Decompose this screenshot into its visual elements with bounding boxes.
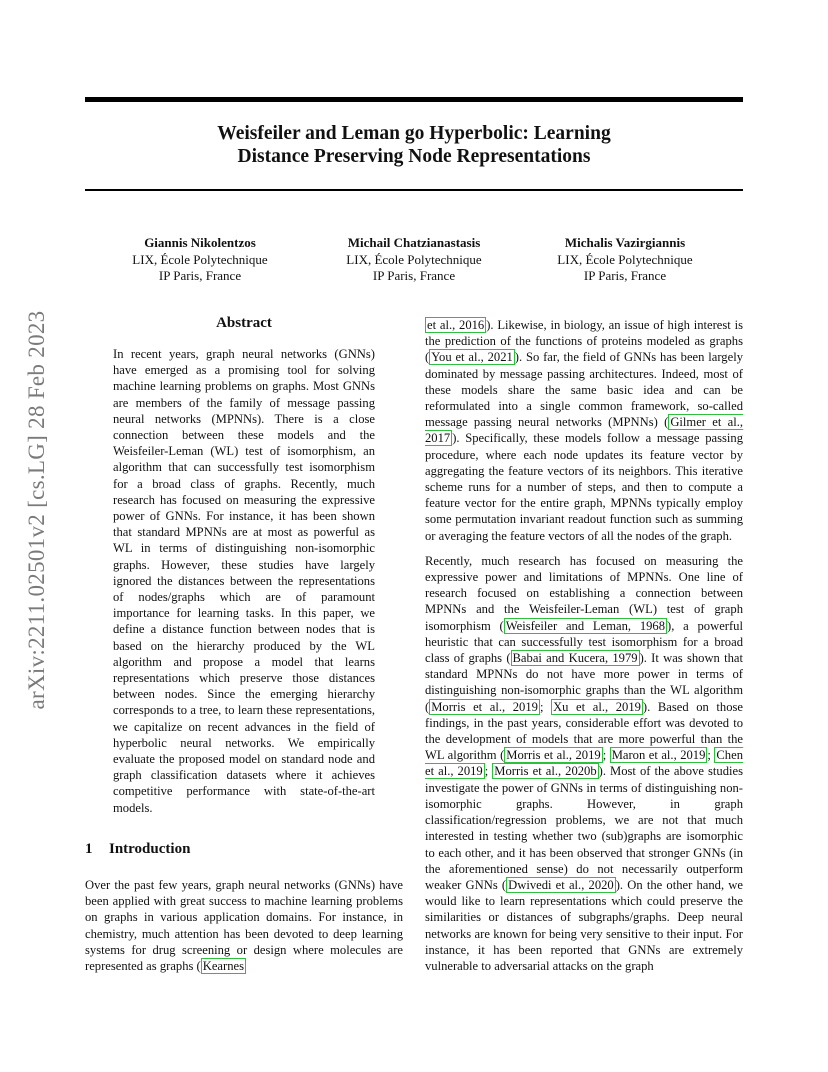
title-bottom-rule	[85, 189, 743, 191]
paragraph-text: ). Specifically, these models follow a message passing procedure, where each node updates its feature vector by aggregating the feature vectors of its neighbors. This iterative scheme runs for a number of steps, and then to compute a feature vector for the entire graph, MPNNs typically employ some permutation invariant readout function such as summing or averaging the feature vectors of all the nodes of the graph.	[425, 431, 743, 543]
citation-link[interactable]: Chen et al., 2019	[425, 748, 743, 779]
section-number: 1	[85, 841, 93, 857]
paragraph-text: ). Based on those findings, in the past years, considerable effort was devoted to the development of models that are more powerful than the WL algorithm (	[425, 699, 744, 763]
citation-separator: ;	[707, 748, 715, 763]
introduction-left-column	[85, 877, 403, 974]
citation-link[interactable]: Kearnes	[202, 959, 245, 974]
section-heading-introduction	[85, 841, 190, 858]
arxiv-stamp	[20, 290, 54, 730]
citation-separator: ;	[484, 764, 493, 779]
abstract-text: In recent years, graph neural networks (GNNs) have emerged as a promising tool for solving machine learning problems on graphs. Most GNNs are members of the family of message passing neural networks (MPNNs). There is a close connection between these models and the Weisfeiler-Leman (WL) test of isomorphism, an algorithm that can successfully test isomorphism for a broad class of graphs. Recently, much research has focused on measuring the expressive power of GNNs. For instance, it has been shown that standard MPNNs are at most as powerful as WL in terms of distinguishing non-isomorphic graphs. However, these studies have largely ignored the distances between the representations of nodes/graphs which are of paramount importance for learning tasks. In this paper, we define a distance function between nodes that is based on the hierarchy produced by the WL algorithm and propose a model that learns representations which preserve those distances between nodes. Since the emerging hierarchy corresponds to a tree, to learn these representations, we capitalize on recent advances in the field of hyperbolic neural networks. We empirically evaluate the proposed model on standard node and graph classification datasets where it achieves competitive performance with state-of-the-art models.	[113, 347, 375, 815]
citation-link[interactable]: Maron et al., 2019	[611, 748, 706, 763]
citation-link[interactable]: Morris et al., 2019	[431, 699, 538, 714]
citation-separator: ;	[602, 748, 610, 763]
author-name: Michalis Vazirgiannis	[564, 235, 686, 250]
citation-link[interactable]: Dwivedi et al., 2020	[508, 877, 614, 892]
author-affiliation: LIX, École Polytechnique	[557, 251, 693, 267]
citation-link[interactable]: Xu et al., 2019	[553, 699, 641, 714]
author-affiliation: LIX, École Polytechnique	[346, 251, 482, 267]
author-location: IP Paris, France	[372, 268, 456, 283]
author-2	[304, 235, 524, 285]
abstract-body	[113, 346, 375, 816]
intro-paragraph-2	[425, 553, 743, 974]
title-line-2: Distance Preserving Node Representations	[237, 146, 591, 167]
paragraph-text: Recently, much research has focused on measuring the expressive power and limitations of MPNNs. One line of research focused on establishing a connection between MPNNs and the Weisfeiler-Leman (WL) test of graph isomorphism (	[425, 553, 743, 633]
citation-link[interactable]: Gilmer et al., 2017	[425, 415, 743, 446]
title-line-1: Weisfeiler and Leman go Hyperbolic: Learning	[217, 123, 611, 144]
citation-link[interactable]: Babai and Kucera, 1979	[512, 651, 638, 666]
author-name: Michail Chatzianastasis	[347, 235, 481, 250]
paper-title	[85, 122, 743, 168]
intro-text: Over the past few years, graph neural networks (GNNs) have been applied with great success to machine learning problems on graphs in various application domains. For instance, in chemistry, much attention has been devoted to deep learning systems for drug screening or design where molecules are represented as graphs (	[85, 878, 403, 974]
citation-link[interactable]: Morris et al., 2019	[506, 748, 601, 763]
introduction-right-column	[425, 317, 743, 974]
arxiv-stamp-text: arXiv:2211.02501v2 [cs.LG] 28 Feb 2023	[24, 310, 49, 710]
citation-link[interactable]: Weisfeiler and Leman, 1968	[505, 618, 666, 633]
intro-paragraph	[85, 877, 403, 974]
author-1	[90, 235, 310, 285]
citation-link[interactable]: et al., 2016	[427, 318, 485, 332]
paragraph-text: ), a powerful heuristic that can successfully test isomorphism for a broad class of graphs (	[425, 618, 743, 666]
author-name: Giannis Nikolentzos	[144, 235, 256, 250]
paragraph-text: ). Likewise, in biology, an issue of high interest is the prediction of the functions of proteins modeled as graphs (	[425, 318, 743, 365]
paragraph-text: ). Most of the above studies investigate the power of GNNs in terms of distinguishing non-isomorphic graphs. However, in graph classification/regression problems, we are not that much interested in testing whether two (sub)graphs are isomorphic to each other, and it has been observed that stronger GNNs (in the aforementioned sense) do not necessarily outperform weaker GNNs (	[425, 764, 743, 892]
author-3	[515, 235, 735, 285]
top-rule	[85, 97, 743, 102]
citation-link[interactable]: You et al., 2021	[431, 350, 513, 365]
abstract-heading: Abstract	[216, 315, 272, 331]
intro-paragraph-continued	[425, 317, 743, 544]
author-affiliation: LIX, École Polytechnique	[132, 251, 268, 267]
author-location: IP Paris, France	[158, 268, 242, 283]
author-location: IP Paris, France	[583, 268, 667, 283]
citation-link[interactable]: Morris et al., 2020b	[494, 764, 597, 779]
citation-separator: ;	[539, 699, 552, 714]
section-title: Introduction	[109, 841, 191, 857]
paragraph-text: ). On the other hand, we would like to learn representations which could preserve the similarities or distances of subgraphs/graphs. Deep neural networks are known for being very sensitive to their input. For instance, it has been reported that GNNs are extremely vulnerable to adversarial attacks on the graph	[425, 877, 743, 973]
paragraph-text: ). It was shown that standard MPNNs do not have more power in terms of distinguishing non-isomorphic graphs than the WL algorithm (	[425, 651, 743, 714]
paragraph-text: ). So far, the field of GNNs has been largely dominated by message passing architectures. Indeed, most of these models share the same basic idea and can be reformulated into a single common framework, so-called message passing neural networks (MPNNs) (	[425, 350, 743, 430]
